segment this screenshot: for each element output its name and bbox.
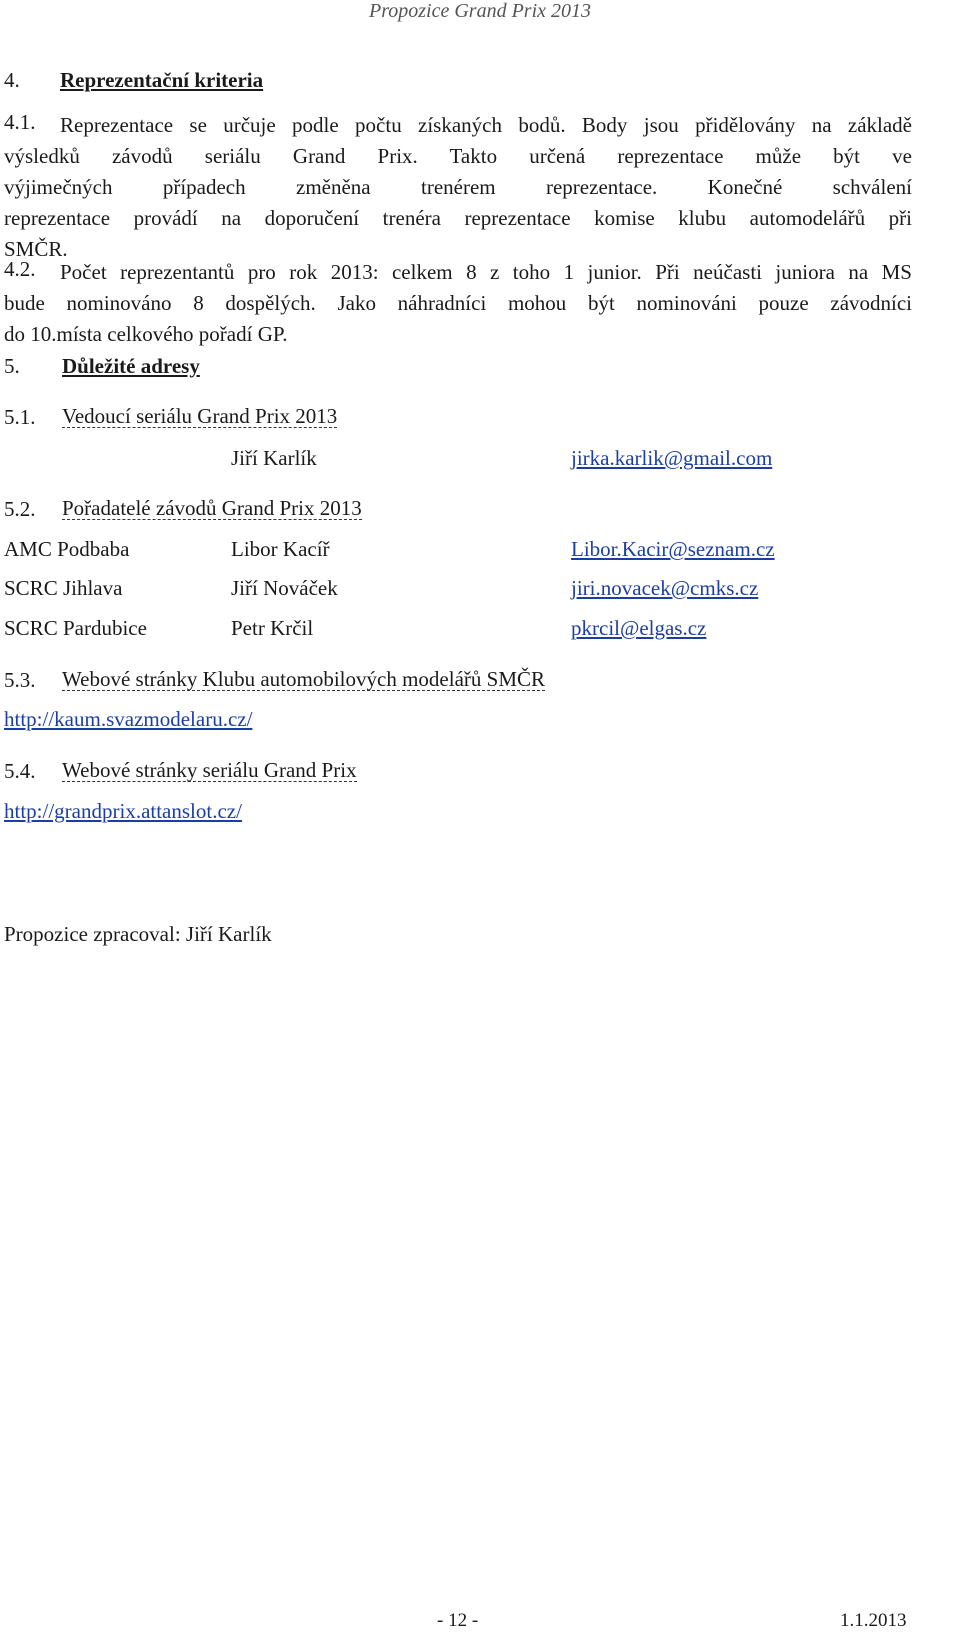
section-4-title: Reprezentační kriteria (60, 68, 264, 92)
sub-5-2-title: Pořadatelé závodů Grand Prix 2013 (62, 496, 362, 520)
para-4-1-line: reprezentace provádí na doporučení trenéra reprezentace komise klubu automodelářů při (4, 206, 912, 230)
sub-5-4-number: 5.4. (4, 759, 36, 783)
para-4-1-number: 4.1. (4, 110, 36, 134)
kaum-url-link[interactable]: http://kaum.svazmodelaru.cz/ (4, 707, 253, 731)
sub-5-2-number: 5.2. (4, 497, 36, 521)
page-header: Propozice Grand Prix 2013 (368, 0, 591, 22)
para-4-1-line: SMČR. (4, 237, 68, 261)
sub-5-1-number: 5.1. (4, 405, 36, 429)
organizer-club: SCRC Pardubice (4, 616, 147, 640)
grandprix-url-link[interactable]: http://grandprix.attanslot.cz/ (4, 799, 242, 823)
organizer-person: Libor Kacíř (231, 537, 330, 561)
footer-date: 1.1.2013 (840, 1610, 907, 1631)
page-number: - 12 - (437, 1610, 479, 1631)
sub-5-4-title: Webové stránky seriálu Grand Prix (62, 758, 357, 782)
signature-text: Propozice zpracoval: Jiří Karlík (4, 922, 272, 946)
organizer-person: Jiří Nováček (231, 576, 338, 600)
section-5-title: Důležité adresy (62, 354, 200, 378)
para-4-2-line: do 10.místa celkového pořadí GP. (4, 322, 288, 346)
para-4-2-line: Počet reprezentantů pro rok 2013: celkem 8 z toho 1 junior. Při neúčasti juniora na MS (60, 260, 912, 284)
para-4-1-line: Reprezentace se určuje podle počtu získaných bodů. Body jsou přidělovány na základě (60, 113, 912, 137)
organizer-club: AMC Podbaba (4, 537, 130, 561)
organizer-person: Petr Krčil (231, 616, 314, 640)
organizer-email-link[interactable]: jiri.novacek@cmks.cz (571, 576, 759, 600)
organizer-email-link[interactable]: pkrcil@elgas.cz (571, 616, 707, 640)
para-4-1 (4, 110, 912, 265)
para-4-1-line: výjimečných případech změněna trenérem reprezentace. Konečné schválení (4, 175, 912, 199)
sub-5-1-title: Vedoucí seriálu Grand Prix 2013 (62, 404, 338, 428)
para-4-2 (4, 257, 912, 350)
para-4-1-line: výsledků závodů seriálu Grand Prix. Takto určená reprezentace může být ve (4, 144, 912, 168)
section-4-number: 4. (4, 68, 20, 92)
organizer-email-link[interactable]: Libor.Kacir@seznam.cz (571, 537, 775, 561)
para-4-2-line: bude nominováno 8 dospělých. Jako náhradníci mohou být nominováni pouze závodníci (4, 291, 912, 315)
leader-name: Jiří Karlík (231, 446, 317, 470)
leader-email-link[interactable]: jirka.karlik@gmail.com (571, 446, 773, 470)
para-4-2-number: 4.2. (4, 257, 36, 281)
sub-5-3-number: 5.3. (4, 668, 36, 692)
sub-5-3-title: Webové stránky Klubu automobilových modelářů SMČR (62, 667, 545, 691)
organizer-club: SCRC Jihlava (4, 576, 123, 600)
section-5-number: 5. (4, 354, 20, 378)
